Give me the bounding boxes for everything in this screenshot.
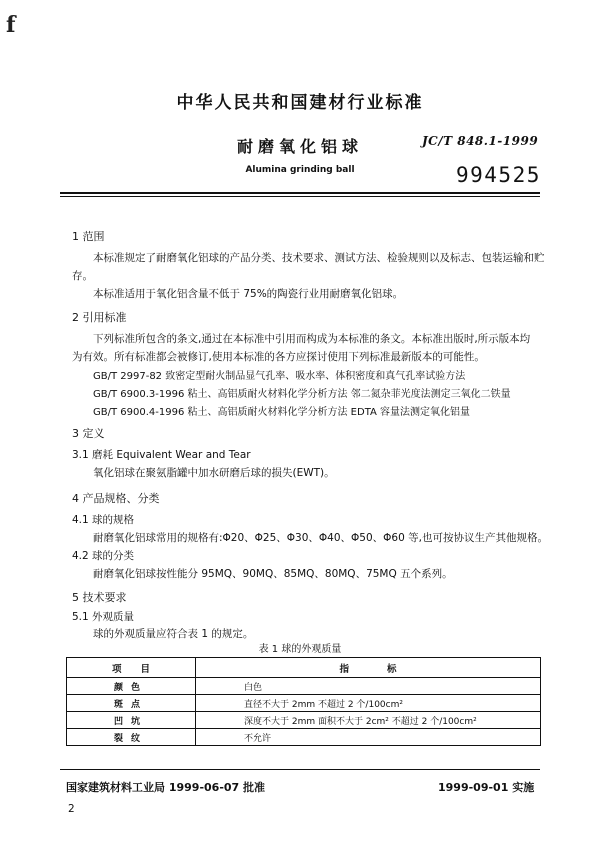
standard-code: JC/T 848.1-1999 xyxy=(422,134,539,148)
clause-4-2-text: 耐磨氧化铝球按性能分 95MQ、90MQ、85MQ、80MQ、75MQ 五个系列。 xyxy=(93,568,453,580)
table-cell-item: 裂纹 xyxy=(67,729,196,746)
table-cell-item: 斑点 xyxy=(67,695,196,712)
section-2-title: 2 引用标准 xyxy=(72,311,127,324)
section-1-paragraph-1a: 本标准规定了耐磨氧化铝球的产品分类、技术要求、测试方法、检验规则以及标志、包装运输和贮 xyxy=(93,252,545,264)
clause-3-1-title: 3.1 磨耗 Equivalent Wear and Tear xyxy=(72,449,251,461)
table-header-row xyxy=(67,658,541,678)
table-header-criteria: 指 标 xyxy=(196,658,541,678)
table-cell-criteria: 白色 xyxy=(196,678,541,695)
header-rule-top xyxy=(60,192,540,194)
clause-5-1-text: 球的外观质量应符合表 1 的规定。 xyxy=(93,628,254,640)
standard-category: 中华人民共和国建材行业标准 xyxy=(176,93,424,113)
table-header-item: 项 目 xyxy=(67,658,196,678)
section-4-title: 4 产品规格、分类 xyxy=(72,492,160,505)
section-1-paragraph-1b: 存。 xyxy=(72,270,93,282)
reference-1: GB/T 2997-82 致密定型耐火制品显气孔率、吸水率、体积密度和真气孔率试验方法 xyxy=(93,371,466,382)
header-rule-bottom xyxy=(60,196,540,197)
implementation-date: 1999-09-01 实施 xyxy=(438,781,535,794)
clause-4-1-title: 4.1 球的规格 xyxy=(72,514,135,526)
corner-mark: f xyxy=(6,12,16,38)
table-1-appearance-quality xyxy=(66,657,541,746)
table-row xyxy=(67,678,541,695)
clause-4-2-title: 4.2 球的分类 xyxy=(72,550,135,562)
table-row xyxy=(67,712,541,729)
approval-statement: 国家建筑材料工业局 1999-06-07 批准 xyxy=(66,781,266,794)
table-cell-criteria: 不允许 xyxy=(196,729,541,746)
reference-3: GB/T 6900.4-1996 粘土、高铝质耐火材料化学分析方法 EDTA 容量法测定氧化铝量 xyxy=(93,407,471,418)
section-2-paragraph-a: 下列标准所包含的条文,通过在本标准中引用而构成为本标准的条文。本标准出版时,所示版本均 xyxy=(93,333,531,345)
table-cell-criteria: 深度不大于 2mm 面积不大于 2cm² 不超过 2 个/100cm² xyxy=(196,712,541,729)
clause-3-1-text: 氧化铝球在聚氨脂罐中加水研磨后球的损失(EWT)。 xyxy=(93,467,335,479)
page-number: 2 xyxy=(68,803,75,815)
table-cell-item: 颜色 xyxy=(67,678,196,695)
clause-4-1-text: 耐磨氧化铝球常用的规格有:Φ20、Φ25、Φ30、Φ40、Φ50、Φ60 等,也可按协议生产其他规格。 xyxy=(93,532,548,544)
table-cell-item: 凹坑 xyxy=(67,712,196,729)
document-title-english: Alumina grinding ball xyxy=(245,165,355,175)
table-row xyxy=(67,729,541,746)
reference-2: GB/T 6900.3-1996 粘土、高铝质耐火材料化学分析方法 邻二氮杂菲光度法测定三氧化二铁量 xyxy=(93,389,511,400)
table-1-caption: 表 1 球的外观质量 xyxy=(258,644,342,655)
document-title: 耐磨氧化铝球 xyxy=(236,137,363,156)
section-2-paragraph-b: 为有效。所有标准都会被修订,使用本标准的各方应探讨使用下列标准最新版本的可能性。 xyxy=(72,351,485,363)
table-cell-criteria: 直径不大于 2mm 不超过 2 个/100cm² xyxy=(196,695,541,712)
section-1-title: 1 范围 xyxy=(72,230,105,243)
table-row xyxy=(67,695,541,712)
footer-rule xyxy=(60,769,540,770)
clause-5-1-title: 5.1 外观质量 xyxy=(72,611,135,623)
document-number: 994525 xyxy=(456,163,541,187)
section-5-title: 5 技术要求 xyxy=(72,591,127,604)
section-1-paragraph-2: 本标准适用于氧化铝含量不低于 75%的陶瓷行业用耐磨氧化铝球。 xyxy=(93,288,404,300)
section-3-title: 3 定义 xyxy=(72,427,105,440)
